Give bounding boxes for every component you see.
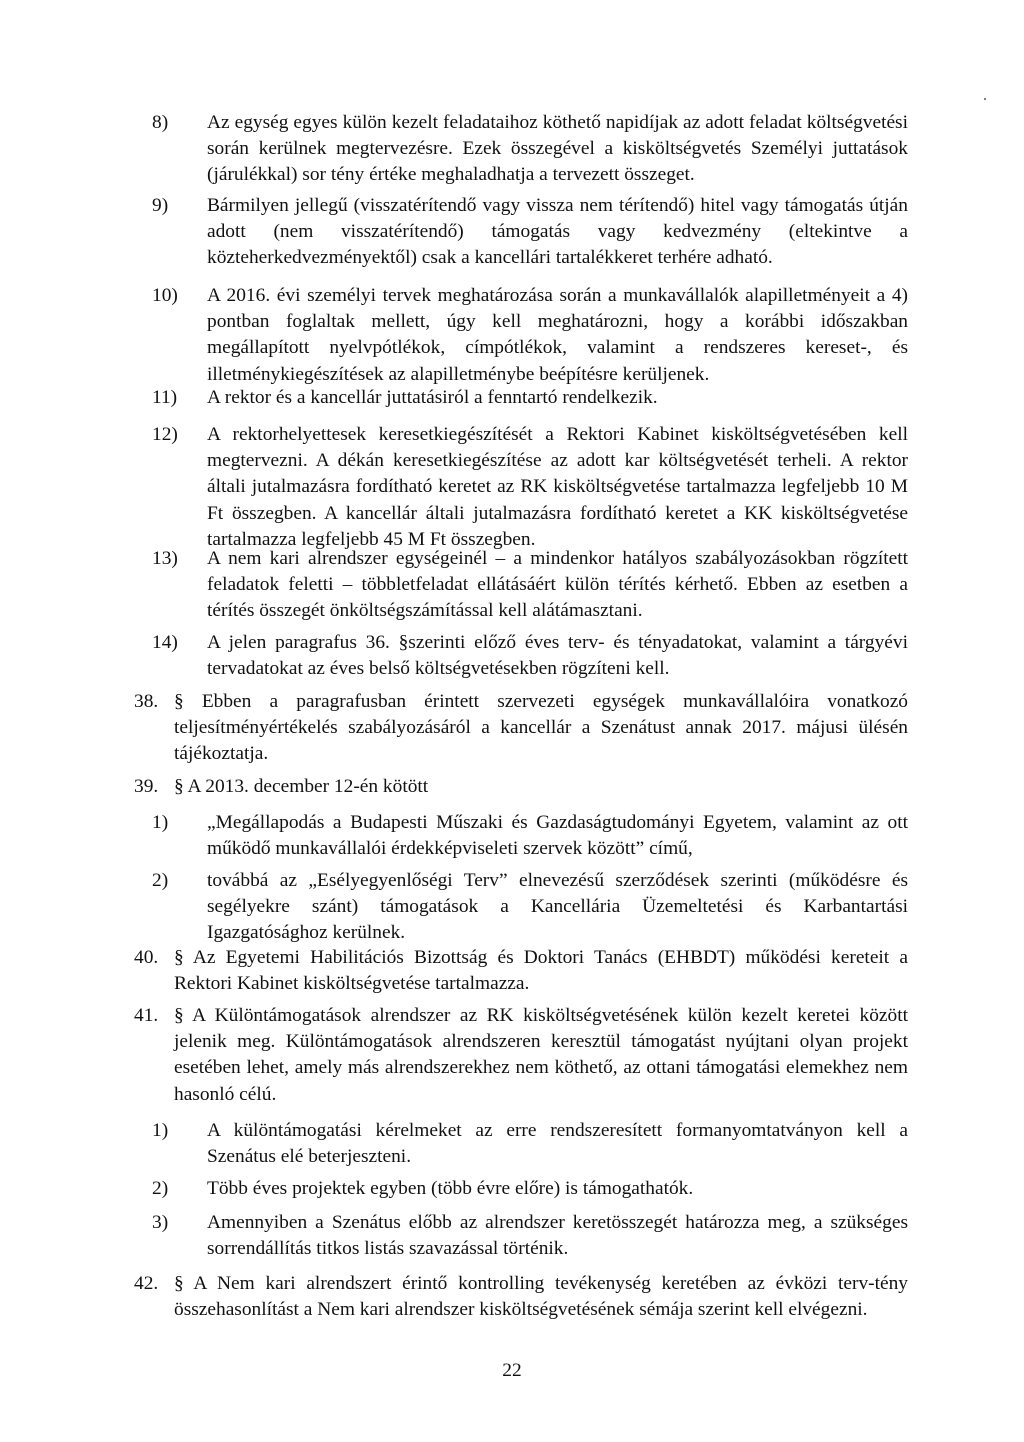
list-item-12 (152, 422, 908, 553)
item-text: A rektor és a kancellár juttatásiról a fenntartó rendelkezik. (207, 387, 658, 408)
item-text: A különtámogatási kérelmeket az erre rendszeresített formanyomtatványon kell a Szenátus elé beterjeszteni. (207, 1120, 908, 1168)
paragraph-number: 40. (134, 947, 159, 968)
page-number: 22 (502, 1360, 522, 1381)
item-text: A nem kari alrendszer egységeinél – a mindenkor hatályos szabályozásokban rögzített feladatok feletti – többletfeladat ellátásáért külön térítés kérhető. Ebben az esetben a térítés összegét önköltségszámítással kell alátámasztani. (207, 548, 908, 622)
paragraph-40 (134, 945, 908, 997)
sub-item-41-1 (152, 1118, 908, 1170)
item-text: Amennyiben a Szenátus előbb az alrendszer keretösszegét határozza meg, a szükséges sorrendállítás titkos listás szavazással történik. (207, 1212, 908, 1260)
item-text: A jelen paragrafus 36. §szerinti előző éves terv- és tényadatokat, valamint a tárgyévi tervadatokat az éves belső költségvetésekben rögzíteni kell. (207, 632, 908, 680)
paragraph-38 (134, 689, 908, 768)
scan-speck (984, 98, 986, 100)
sub-item-39-1 (152, 810, 908, 862)
paragraph-text: § Ebben a paragrafusban érintett szervezeti egységek munkavállalóira vonatkozó teljesítményértékelés szabályozásáról a kancellár a Szenátust annak 2017. májusi ülésén tájékoztatja. (174, 691, 908, 765)
list-item-14 (152, 630, 908, 682)
item-text: „Megállapodás a Budapesti Műszaki és Gazdaságtudományi Egyetem, valamint az ott működő munkavállalói érdekképviseleti szervek között” című, (207, 812, 908, 860)
list-item-13 (152, 546, 908, 625)
sub-item-39-2 (152, 868, 908, 947)
item-text: Több éves projektek egyben (több évre előre) is támogathatók. (207, 1178, 694, 1199)
paragraph-39 (134, 774, 908, 800)
item-text: A 2016. évi személyi tervek meghatározása során a munkavállalók alapilletményeit a 4) pontban foglaltak mellett, úgy kell meghatározni, hogy a korábbi időszakban megállapított nyelvpótlékok, címpótlékok, valamint a rendszeres kereset-, és illetménykiegészítések az alapilletménybe beépítésre kerüljenek. (207, 285, 908, 385)
item-number: 12) (152, 424, 178, 445)
item-number: 3) (152, 1212, 169, 1233)
paragraph-number: 42. (134, 1273, 159, 1294)
paragraph-number: 39. (134, 776, 159, 797)
paragraph-number: 41. (134, 1005, 159, 1026)
paragraph-text: § Az Egyetemi Habilitációs Bizottság és Doktori Tanács (EHBDT) működési kereteit a Rektori Kabinet kisköltségvetése tartalmazza. (174, 947, 908, 995)
item-number: 1) (152, 1120, 169, 1141)
list-item-8 (152, 110, 908, 189)
item-number: 14) (152, 632, 178, 653)
item-text: továbbá az „Esélyegyenlőségi Terv” elnevezésű szerződések szerinti (működésre és segélyekre szánt) támogatások a Kancellária Üzemeltetési és Karbantartási Igazgatósághoz kerülnek. (207, 870, 908, 944)
item-number: 1) (152, 812, 169, 833)
item-text: Az egység egyes külön kezelt feladataihoz köthető napidíjak az adott feladat költségvetési során kerülnek megtervezésre. Ezek összegével a kisköltségvetés Személyi juttatások (járulékkal) sor tény értéke meghaladhatja a tervezett összeget. (207, 112, 908, 186)
paragraph-41 (134, 1003, 908, 1108)
item-number: 10) (152, 285, 178, 306)
paragraph-text: § A 2013. december 12-én kötött (174, 776, 429, 797)
item-text: A rektorhelyettesek keresetkiegészítését a Rektori Kabinet kisköltségvetésében kell megtervezni. A dékán keresetkiegészítése az adott kar költségvetését terheli. A rektor általi jutalmazásra fordítható keretet az RK kisköltségvetése tartalmazza legfeljebb 10 M Ft összegben. A kancellár általi jutalmazásra fordítható keretet a KK kisköltségvetése tartalmazza legfeljebb 45 M Ft összegben. (207, 424, 908, 550)
list-item-10 (152, 283, 908, 388)
item-number: 9) (152, 195, 169, 216)
item-text: Bármilyen jellegű (visszatérítendő vagy vissza nem térítendő) hitel vagy támogatás útján adott (nem visszatérítendő) támogatás vagy kedvezmény (eltekintve a közteherkedvezményektől) csak a kancellári tartalékkeret terhére adható. (207, 195, 908, 269)
list-item-11 (152, 385, 908, 411)
item-number: 8) (152, 112, 169, 133)
paragraph-text: § A Különtámogatások alrendszer az RK kisköltségvetésének külön kezelt keretei között jelenik meg. Különtámogatások alrendszeren keresztül támogatást nyújtani olyan projekt esetében lehet, amely más alrendszerekhez nem köthető, az ottani támogatási elemekhez nem hasonló célú. (174, 1005, 908, 1105)
sub-item-41-3 (152, 1210, 908, 1262)
item-number: 2) (152, 1178, 169, 1199)
paragraph-number: 38. (134, 691, 159, 712)
list-item-9 (152, 193, 908, 272)
item-number: 2) (152, 870, 169, 891)
paragraph-text: § A Nem kari alrendszert érintő kontrolling tevékenység keretében az évközi terv-tény összehasonlítást a Nem kari alrendszer kisköltségvetésének sémája szerint kell elvégezni. (174, 1273, 908, 1321)
sub-item-41-2 (152, 1176, 908, 1202)
item-number: 13) (152, 548, 178, 569)
paragraph-42 (134, 1271, 908, 1323)
item-number: 11) (152, 387, 178, 408)
